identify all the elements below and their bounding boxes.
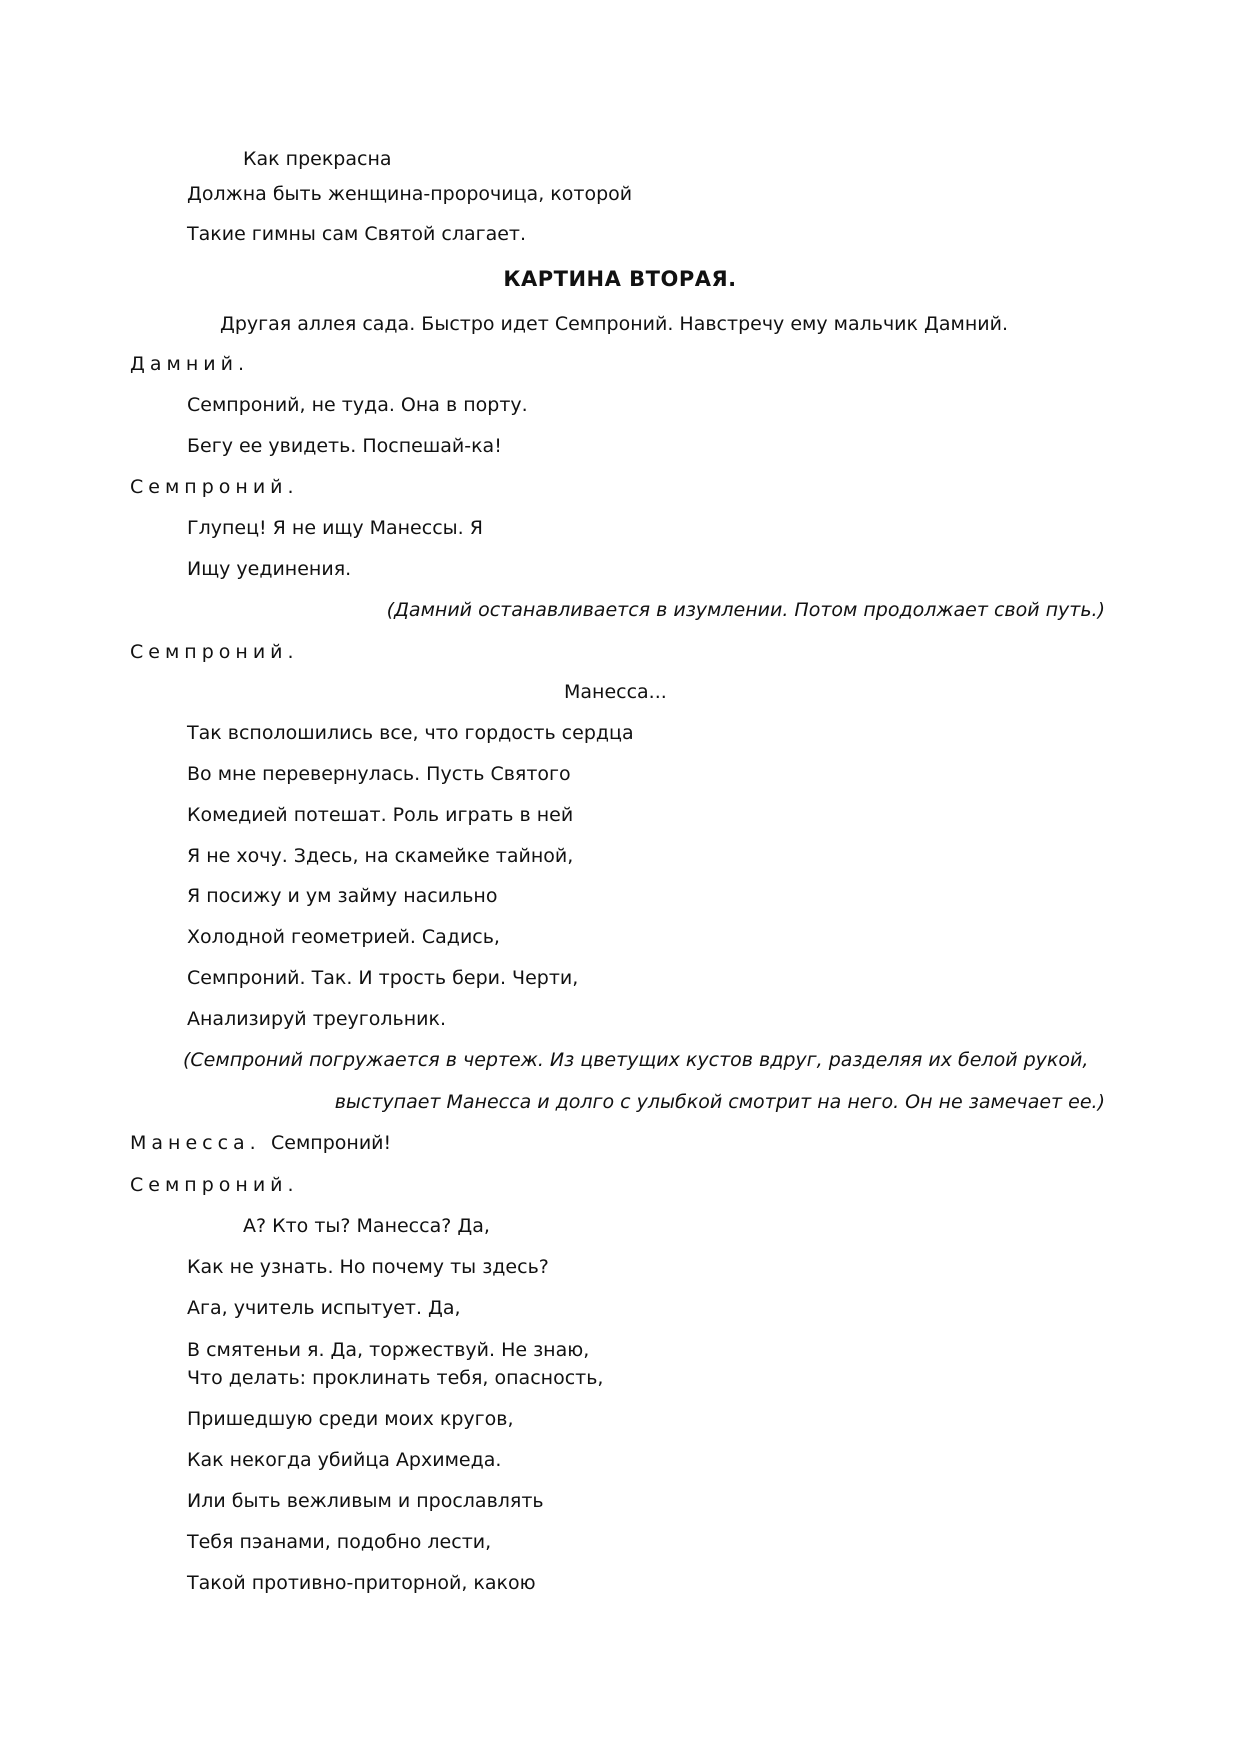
verse-line: Семпроний, не туда. Она в порту. — [187, 394, 528, 416]
verse-line: Как прекрасна — [243, 148, 392, 170]
verse-line: В смятеньи я. Да, торжествуй. Не знаю, — [187, 1339, 590, 1361]
speaker-name: Семпроний. — [130, 476, 299, 498]
verse-line: Такие гимны сам Святой слагает. — [187, 223, 527, 245]
verse-line: Семпроний. Так. И трость бери. Черти, — [187, 967, 579, 989]
verse-line: Манесса... — [564, 681, 667, 703]
verse-line: Холодной геометрией. Садись, — [187, 926, 500, 948]
verse-line: Комедией потешат. Роль играть в ней — [187, 804, 574, 826]
verse-line: Бегу ее увидеть. Поспешай-ка! — [187, 435, 502, 457]
verse-line: Я посижу и ум займу насильно — [187, 885, 498, 907]
speaker-name: Семпроний. — [130, 641, 299, 663]
stage-direction: Другая аллея сада. Быстро идет Семпроний. Навстречу ему мальчик Дамний. — [220, 313, 1009, 335]
scene-heading: КАРТИНА ВТОРАЯ. — [503, 267, 737, 291]
verse-line: Анализируй треугольник. — [187, 1008, 446, 1030]
verse-line: Такой противно-приторной, какою — [187, 1572, 536, 1594]
stage-direction: выступает Манесса и долго с улыбкой смотрит на него. Он не замечает ее.) — [334, 1091, 1105, 1113]
speaker-name: Семпроний. — [130, 1174, 299, 1196]
speech-inline: Семпроний! — [271, 1132, 392, 1154]
verse-line: Ага, учитель испытует. Да, — [187, 1297, 461, 1319]
verse-line: А? Кто ты? Манесса? Да, — [243, 1215, 490, 1237]
verse-line: Так всполошились все, что гордость сердца — [187, 722, 634, 744]
stage-direction: (Семпроний погружается в чертеж. Из цветущих кустов вдруг, разделяя их белой рукой, — [183, 1049, 1089, 1071]
speaker-name: Манесса. — [130, 1132, 261, 1154]
verse-line: Должна быть женщина-пророчица, которой — [187, 183, 633, 205]
verse-line: Я не хочу. Здесь, на скамейке тайной, — [187, 845, 574, 867]
verse-line: Тебя пэанами, подобно лести, — [187, 1531, 492, 1553]
verse-line: Пришедшую среди моих кругов, — [187, 1408, 514, 1430]
verse-line: Или быть вежливым и прославлять — [187, 1490, 544, 1512]
verse-line: Как некогда убийца Архимеда. — [187, 1449, 502, 1471]
verse-line: Как не узнать. Но почему ты здесь? — [187, 1256, 549, 1278]
verse-line: Ищу уединения. — [187, 558, 352, 580]
verse-line: Глупец! Я не ищу Манессы. Я — [187, 517, 483, 539]
stage-direction: (Дамний останавливается в изумлении. Потом продолжает свой путь.) — [386, 599, 1105, 621]
speaker-name: Дамний. — [130, 353, 249, 375]
verse-line: Во мне перевернулась. Пусть Святого — [187, 763, 571, 785]
verse-line: Что делать: проклинать тебя, опасность, — [187, 1367, 604, 1389]
